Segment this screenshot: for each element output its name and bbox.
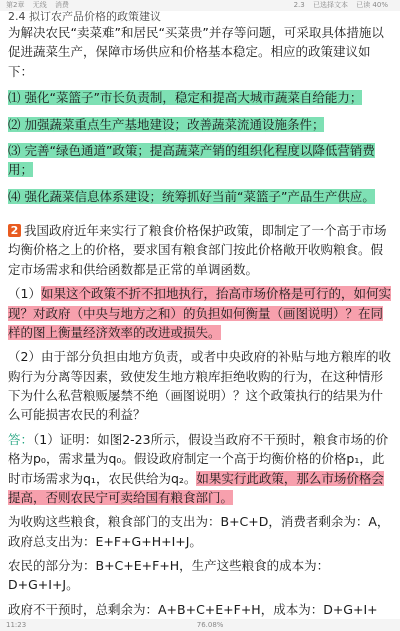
- farmer-line: 农民的部分为：B+C+E+F+H，生产这些粮食的成本为：D+G+I+J。: [8, 558, 330, 593]
- answer-paragraph: [0, 430, 400, 508]
- partial-line: 政府不干预时，总剩余为：A+B+C+E+F+H，成本为：D+G+I+: [8, 601, 378, 617]
- bottom-bar: [0, 619, 400, 631]
- suggestion-1: [0, 88, 400, 107]
- suggestion-4: [0, 187, 400, 206]
- status-right-2: 已选择文本: [312, 1, 348, 9]
- question-1-prefix: （1）: [8, 286, 41, 302]
- answer-plain: （1）证明：如图2-23所示，假设当政府不干预时，粮食市场的价格为p₀，需求量为q₀。假设政府制定一个高于均衡价格的价格p₁，此时市场需求为q₁，农民供给为q₂。: [8, 431, 389, 486]
- progress-text: 76.08%: [196, 621, 224, 629]
- status-left-2: 无线: [32, 1, 47, 9]
- status-left-1: 第2章: [6, 1, 25, 9]
- status-right: [294, 0, 394, 11]
- clock-text: 11:23: [6, 621, 27, 629]
- problem-number-badge: 2: [8, 224, 21, 237]
- status-left-3: 消费: [54, 1, 69, 9]
- problem-paragraph: [0, 221, 400, 279]
- answer-label: 答：: [8, 431, 34, 447]
- section-header: 2.4 拟订农产品价格的政策建议: [8, 11, 161, 23]
- question-2: （2）由于部分负担由地方负责，或者中央政府的补贴与地方粮库的收购行为分离等因素，致使发生地方粮库拒绝收购的行为，在这种情形下为什么私营粮贩屡禁不绝（画图说明）？这个政策执行的结果为什么可能损害农民的利益？: [8, 349, 391, 423]
- status-bar: [0, 0, 400, 11]
- suggestion-1-text: ⑴ 强化“菜篮子”市长负责制，稳定和提高大城市蔬菜自给能力；: [8, 90, 363, 106]
- suggestion-4-text: ⑷ 强化蔬菜信息体系建设；统筹抓好当前“菜篮子”产品生产供应。: [8, 188, 375, 204]
- status-right-3: 已读 40%: [356, 1, 388, 9]
- reader-content[interactable]: [0, 11, 400, 619]
- problem-intro: 我国政府近年来实行了粮食价格保护政策，即制定了一个高于市场均衡价格之上的价格，要求国有粮食部门按此价格敞开收购粮食。假定市场需求和供给函数都是正常的单调函数。: [8, 223, 387, 277]
- status-left: [6, 0, 75, 11]
- intro-paragraph: 为解决农民“卖菜难”和居民“买菜贵”并存等问题，可采取具体措施以促进蔬菜生产，保障市场供应和价格基本稳定。相应的政策建议如下：: [8, 25, 384, 79]
- suggestion-3: [0, 141, 400, 180]
- answer-highlight: 如果实行此政策，那么市场价格会提高，否则农民宁可卖给国有粮食部门。: [8, 470, 384, 505]
- suggestion-2: [0, 115, 400, 134]
- question-1: [0, 284, 400, 342]
- spending-line: 为收购这些粮食，粮食部门的支出为：B+C+D，消费者剩余为：A，政府总支出为：E+F+G+H+I+J。: [8, 514, 390, 549]
- suggestion-2-text: ⑵ 加强蔬菜重点生产基地建设；改善蔬菜流通设施条件；: [8, 116, 325, 132]
- question-1-highlight: 如果这个政策不折不扣地执行，抬高市场价格是可行的，如何实现？对政府（中央与地方之和）的负担如何衡量（画图说明）？在同样的图上衡量经济效率的改进或损失。: [8, 286, 391, 340]
- suggestion-3-text: ⑶ 完善“绿色通道”政策；提高蔬菜产销的组织化程度以降低营销费用；: [8, 142, 375, 178]
- status-right-1: 2.3: [293, 1, 305, 9]
